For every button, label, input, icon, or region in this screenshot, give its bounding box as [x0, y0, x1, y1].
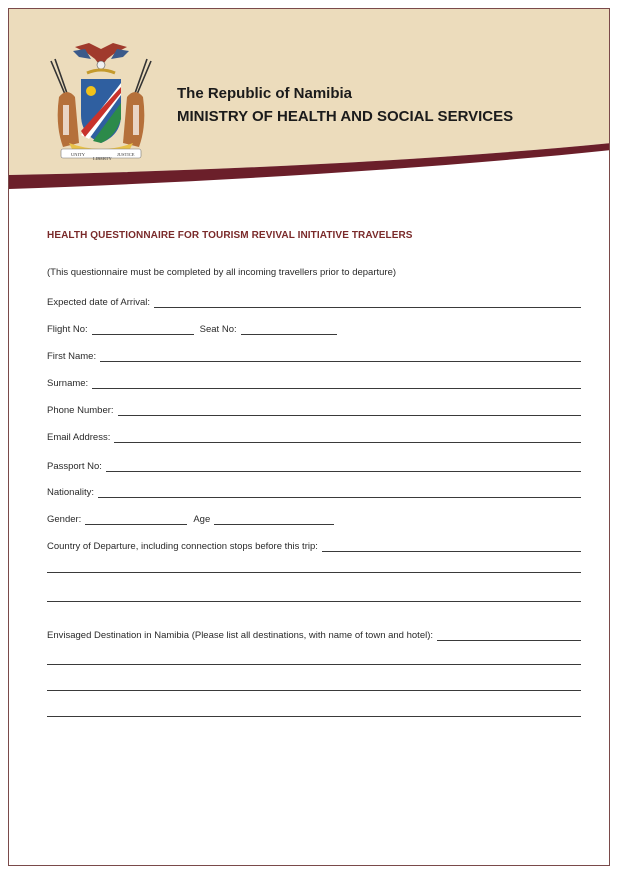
- email-label: Email Address:: [47, 432, 111, 443]
- email-row: [47, 428, 581, 444]
- destination-line-4[interactable]: [47, 716, 581, 717]
- nationality-label: Nationality:: [47, 487, 94, 498]
- age-field[interactable]: [214, 512, 334, 525]
- scroll-unity: UNITY: [71, 152, 85, 157]
- expected-arrival-row: [47, 293, 581, 309]
- departure-line-2[interactable]: [47, 572, 581, 573]
- departure-row: [47, 537, 581, 553]
- ministry-title: MINISTRY OF HEALTH AND SOCIAL SERVICES: [177, 108, 514, 125]
- destination-row: [47, 626, 581, 642]
- gender-age-row: [47, 510, 581, 526]
- nationality-field[interactable]: [98, 485, 581, 498]
- destination-line-3[interactable]: [47, 690, 581, 691]
- passport-row: [47, 457, 581, 473]
- form-title: HEALTH QUESTIONNAIRE FOR TOURISM REVIVAL INITIATIVE TRAVELERS: [47, 230, 413, 241]
- surname-field[interactable]: [92, 376, 581, 389]
- first-name-label: First Name:: [47, 351, 97, 362]
- destination-label: Envisaged Destination in Namibia (Please list all destinations, with name of town and hotel):: [47, 630, 434, 641]
- expected-arrival-label: Expected date of Arrival:: [47, 297, 150, 308]
- destination-line-2[interactable]: [47, 664, 581, 665]
- gender-field[interactable]: [85, 512, 187, 525]
- departure-label: Country of Departure, including connection stops before this trip:: [47, 541, 318, 552]
- flight-no-field[interactable]: [92, 322, 194, 335]
- departure-line-3[interactable]: [47, 601, 581, 602]
- expected-arrival-field[interactable]: [154, 295, 581, 308]
- departure-field[interactable]: [322, 539, 581, 552]
- seat-no-field[interactable]: [241, 322, 337, 335]
- scroll-justice: JUSTICE: [117, 152, 135, 157]
- passport-field[interactable]: [106, 459, 581, 472]
- flight-no-label: Flight No:: [47, 324, 88, 335]
- phone-row: [47, 401, 581, 417]
- phone-field[interactable]: [118, 403, 581, 416]
- passport-label: Passport No:: [47, 461, 102, 472]
- republic-title: The Republic of Namibia: [177, 85, 353, 102]
- first-name-row: [47, 347, 581, 363]
- age-label: Age: [193, 514, 211, 525]
- surname-row: [47, 374, 581, 390]
- seat-no-label: Seat No:: [199, 324, 237, 335]
- flight-row: [47, 320, 581, 336]
- surname-label: Surname:: [47, 378, 89, 389]
- coat-of-arms-icon: [45, 39, 157, 163]
- nationality-row: [47, 483, 581, 499]
- form-page: [8, 8, 610, 866]
- phone-label: Phone Number:: [47, 405, 114, 416]
- scroll-liberty: LIBERTY: [93, 156, 112, 161]
- destination-field[interactable]: [437, 628, 581, 641]
- first-name-field[interactable]: [100, 349, 581, 362]
- email-field[interactable]: [114, 430, 581, 443]
- gender-label: Gender:: [47, 514, 82, 525]
- form-instruction: (This questionnaire must be completed by all incoming travellers prior to departure): [47, 267, 397, 278]
